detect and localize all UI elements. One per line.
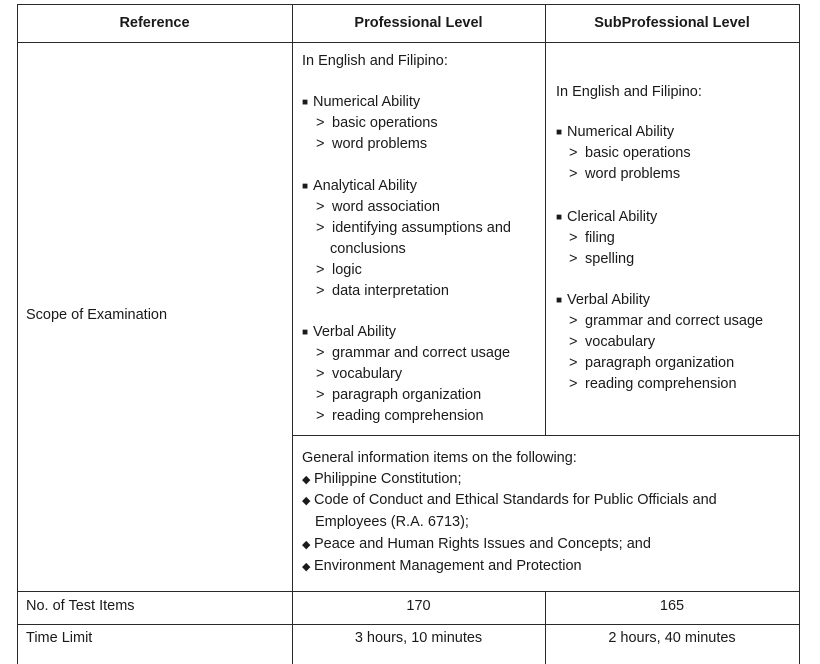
scope-row-divider xyxy=(17,591,799,592)
sub-marker: > xyxy=(569,334,578,350)
section-title: Analytical Ability xyxy=(313,178,417,194)
professional-section-verbal xyxy=(302,324,396,340)
item-text: reading comprehension xyxy=(585,376,737,392)
professional-item xyxy=(316,366,402,382)
professional-item xyxy=(316,220,511,236)
professional-item xyxy=(316,283,449,299)
item-text: word problems xyxy=(332,136,428,152)
item-text: vocabulary xyxy=(332,366,403,382)
subprofessional-item xyxy=(569,334,655,350)
subprofessional-section-verbal xyxy=(556,292,650,308)
diamond-marker: ◆ xyxy=(302,539,311,551)
section-title: Verbal Ability xyxy=(567,292,651,308)
item-text: identifying assumptions and xyxy=(332,220,511,236)
scope-inner-divider xyxy=(292,435,799,436)
bullet-marker: ■ xyxy=(556,212,563,223)
table-border-left xyxy=(17,4,18,664)
subprofessional-item xyxy=(569,166,680,182)
general-item xyxy=(302,558,582,574)
professional-item xyxy=(316,387,481,403)
subprofessional-item xyxy=(569,313,763,329)
item-text: grammar and correct usage xyxy=(332,345,511,361)
scope-label: Scope of Examination xyxy=(26,307,168,323)
professional-section-numerical xyxy=(302,94,420,110)
sub-marker: > xyxy=(316,136,325,152)
test-items-subprofessional: 165 xyxy=(659,598,685,614)
general-item-continuation: Employees (R.A. 6713); xyxy=(315,514,469,530)
sub-marker: > xyxy=(316,262,325,278)
item-text: paragraph organization xyxy=(332,387,482,403)
subprofessional-section-clerical xyxy=(556,209,657,225)
item-text: word problems xyxy=(585,166,681,182)
item-text: filing xyxy=(585,230,615,246)
item-text: paragraph organization xyxy=(585,355,735,371)
item-text: Philippine Constitution; xyxy=(314,471,462,487)
header-subprofessional: SubProfessional Level xyxy=(594,15,750,31)
sub-marker: > xyxy=(316,220,325,236)
sub-marker: > xyxy=(316,199,325,215)
subprofessional-intro: In English and Filipino: xyxy=(556,84,702,100)
sub-marker: > xyxy=(316,115,325,131)
item-text: reading comprehension xyxy=(332,408,484,424)
sub-marker: > xyxy=(316,345,325,361)
subprofessional-item xyxy=(569,145,691,161)
sub-marker: > xyxy=(316,387,325,403)
time-limit-label: Time Limit xyxy=(26,630,93,646)
item-text: vocabulary xyxy=(585,334,656,350)
section-title: Numerical Ability xyxy=(313,94,421,110)
bullet-marker: ■ xyxy=(302,97,309,108)
item-text: word association xyxy=(332,199,440,215)
professional-intro: In English and Filipino: xyxy=(302,53,448,69)
item-text: Peace and Human Rights Issues and Concepts; and xyxy=(314,536,651,552)
sub-marker: > xyxy=(316,366,325,382)
bullet-marker: ■ xyxy=(556,127,563,138)
bullet-marker: ■ xyxy=(302,327,309,338)
subprofessional-item xyxy=(569,230,615,246)
test-items-label: No. of Test Items xyxy=(26,598,135,614)
diamond-marker: ◆ xyxy=(302,561,311,573)
sub-marker: > xyxy=(569,230,578,246)
item-text: Environment Management and Protection xyxy=(314,558,582,574)
header-professional: Professional Level xyxy=(354,15,483,31)
time-limit-subprofessional: 2 hours, 40 minutes xyxy=(608,630,736,646)
general-item xyxy=(302,471,462,487)
diamond-marker: ◆ xyxy=(302,495,311,507)
sub-marker: > xyxy=(316,408,325,424)
professional-item xyxy=(316,115,438,131)
subprofessional-item xyxy=(569,355,734,371)
subprofessional-section-numerical xyxy=(556,124,674,140)
column-divider-1 xyxy=(292,4,293,664)
section-title: Numerical Ability xyxy=(567,124,675,140)
test-items-professional: 170 xyxy=(406,598,431,614)
professional-item xyxy=(316,262,362,278)
sub-marker: > xyxy=(569,376,578,392)
professional-item xyxy=(316,345,510,361)
subprofessional-item xyxy=(569,376,737,392)
diamond-marker: ◆ xyxy=(302,474,311,486)
bullet-marker: ■ xyxy=(302,181,309,192)
sub-marker: > xyxy=(569,355,578,371)
column-divider-2-top xyxy=(545,4,546,435)
section-title: Clerical Ability xyxy=(567,209,658,225)
item-text: logic xyxy=(332,262,362,278)
sub-marker: > xyxy=(569,251,578,267)
professional-item-continuation: conclusions xyxy=(330,241,406,257)
item-text: basic operations xyxy=(585,145,691,161)
table-border-right xyxy=(799,4,800,664)
professional-section-analytical xyxy=(302,178,417,194)
professional-item xyxy=(316,136,427,152)
subprofessional-item xyxy=(569,251,634,267)
professional-item xyxy=(316,199,440,215)
general-intro: General information items on the following: xyxy=(302,450,577,466)
sub-marker: > xyxy=(569,166,578,182)
section-title: Verbal Ability xyxy=(313,324,397,340)
general-item xyxy=(302,492,717,508)
header-divider xyxy=(17,42,799,43)
bullet-marker: ■ xyxy=(556,295,563,306)
header-reference: Reference xyxy=(119,15,190,31)
item-text: data interpretation xyxy=(332,283,449,299)
items-row-divider xyxy=(17,624,799,625)
sub-marker: > xyxy=(569,145,578,161)
item-text: Code of Conduct and Ethical Standards for Public Officials and xyxy=(314,492,717,508)
time-limit-professional: 3 hours, 10 minutes xyxy=(354,630,483,646)
sub-marker: > xyxy=(569,313,578,329)
general-item xyxy=(302,536,651,552)
professional-item xyxy=(316,408,484,424)
item-text: grammar and correct usage xyxy=(585,313,764,329)
sub-marker: > xyxy=(316,283,325,299)
item-text: basic operations xyxy=(332,115,438,131)
item-text: spelling xyxy=(585,251,635,267)
